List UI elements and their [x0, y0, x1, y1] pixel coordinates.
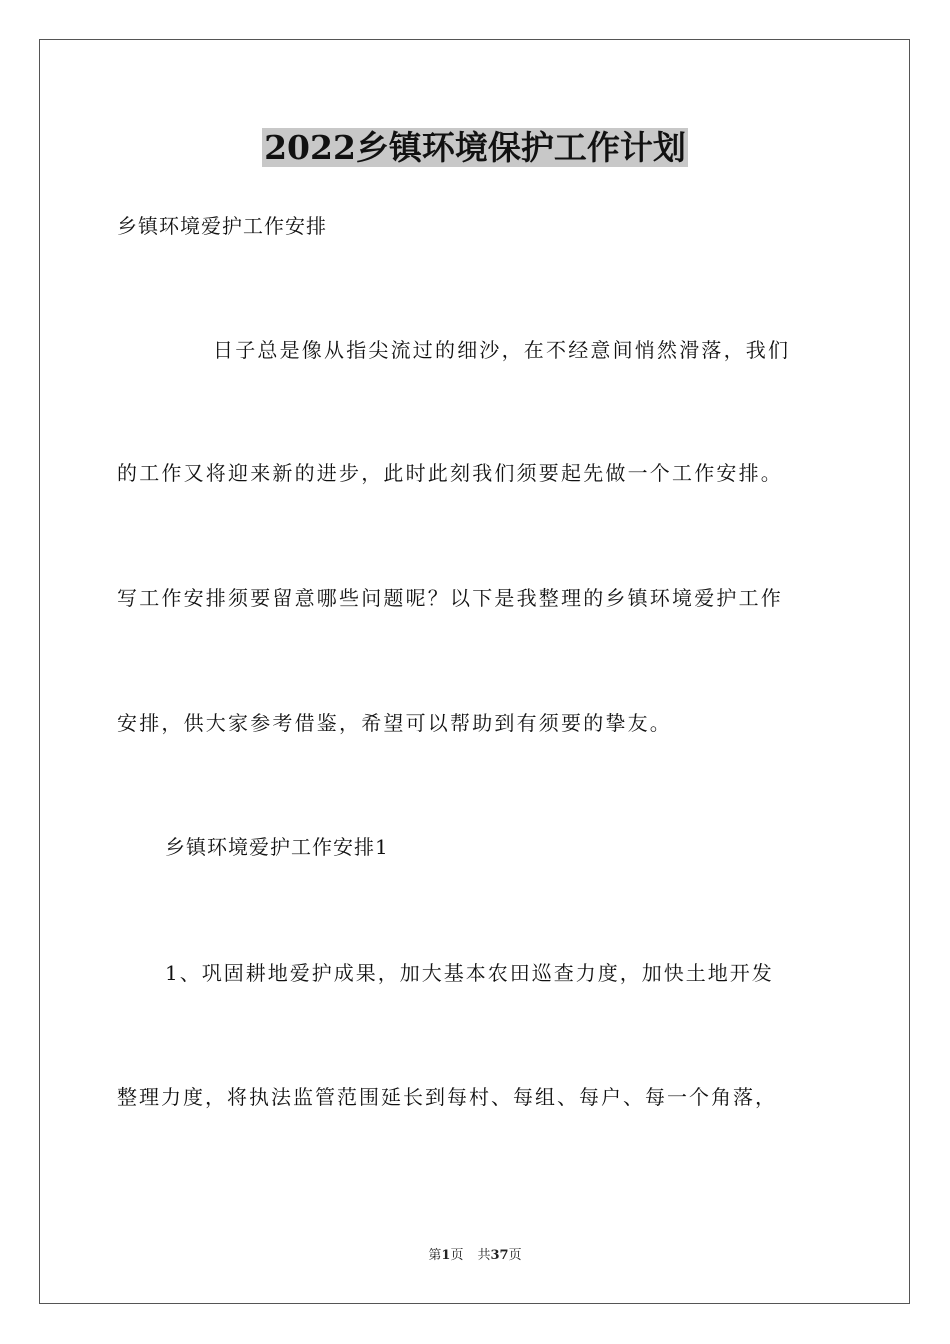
footer-total-pages: 37 [490, 1248, 509, 1263]
document-title [0, 126, 950, 170]
footer-page-prefix: 第 [428, 1248, 442, 1263]
document-subtitle: 乡镇环境爱护工作安排 [117, 214, 327, 238]
paragraph-line-5: 1、巩固耕地爱护成果，加大基本农田巡查力度，加快土地开发 [165, 961, 774, 985]
paragraph-line-3: 写工作安排须要留意哪些问题呢？以下是我整理的乡镇环境爱护工作 [117, 586, 783, 610]
footer-total-prefix: 共 [477, 1248, 491, 1263]
paragraph-line-4: 安排，供大家参考借鉴，希望可以帮助到有须要的挚友。 [117, 711, 672, 735]
section-heading: 乡镇环境爱护工作安排1 [165, 835, 389, 859]
footer-page-number: 1 [441, 1248, 451, 1263]
paragraph-line-1: 日子总是像从指尖流过的细沙，在不经意间悄然滑落，我们 [213, 338, 791, 362]
page-footer [0, 1246, 950, 1266]
paragraph-line-2: 的工作又将迎来新的进步，此时此刻我们须要起先做一个工作安排。 [117, 461, 783, 485]
paragraph-line-6: 整理力度，将执法监管范围延长到每村、每组、每户、每一个角落， [117, 1085, 777, 1109]
footer-page-suffix: 页 [450, 1248, 464, 1263]
footer-total-suffix: 页 [508, 1248, 522, 1263]
document-title-text: 2022乡镇环境保护工作计划 [264, 128, 686, 167]
